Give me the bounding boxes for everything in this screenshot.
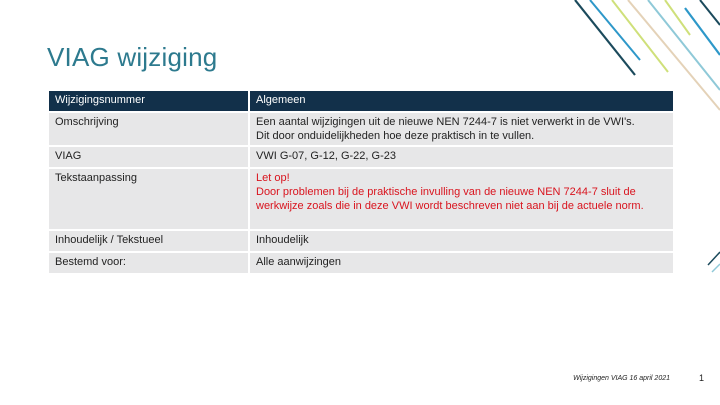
table-row — [49, 147, 673, 167]
footer-text: Wijzigingen VIAG 16 april 2021 — [573, 375, 670, 382]
row-label: Bestemd voor: — [49, 253, 248, 273]
page-number: 1 — [698, 373, 704, 383]
warning-text: Door problemen bij de praktische invulling van de nieuwe NEN 7244-7 sluit de werkwijze zoals die in deze VWI wordt beschreven niet aan bij de actuele norm. — [256, 186, 644, 212]
row-label: VIAG — [49, 147, 248, 167]
table-row — [49, 169, 673, 229]
header-value: Algemeen — [250, 91, 673, 111]
header-label: Wijzigingsnummer — [49, 91, 248, 111]
row-value — [250, 113, 673, 145]
table-header-row — [49, 91, 673, 111]
description-line: Dit door onduidelijkheden hoe deze praktisch in te vullen. — [256, 130, 535, 142]
row-value: Inhoudelijk — [250, 231, 673, 251]
table-row — [49, 231, 673, 251]
row-value — [250, 169, 673, 229]
row-value: VWI G-07, G-12, G-22, G-23 — [250, 147, 673, 167]
table-row — [49, 113, 673, 145]
row-label: Inhoudelijk / Tekstueel — [49, 231, 248, 251]
row-label: Tekstaanpassing — [49, 169, 248, 229]
warning-heading: Let op! — [256, 172, 290, 184]
row-label: Omschrijving — [49, 113, 248, 145]
description-line: Een aantal wijzigingen uit de nieuwe NEN 7244-7 is niet verwerkt in de VWI's. — [256, 116, 635, 128]
row-value: Alle aanwijzingen — [250, 253, 673, 273]
change-info-table — [49, 89, 673, 275]
table-row — [49, 253, 673, 273]
slide-title: VIAG wijziging — [47, 42, 218, 72]
